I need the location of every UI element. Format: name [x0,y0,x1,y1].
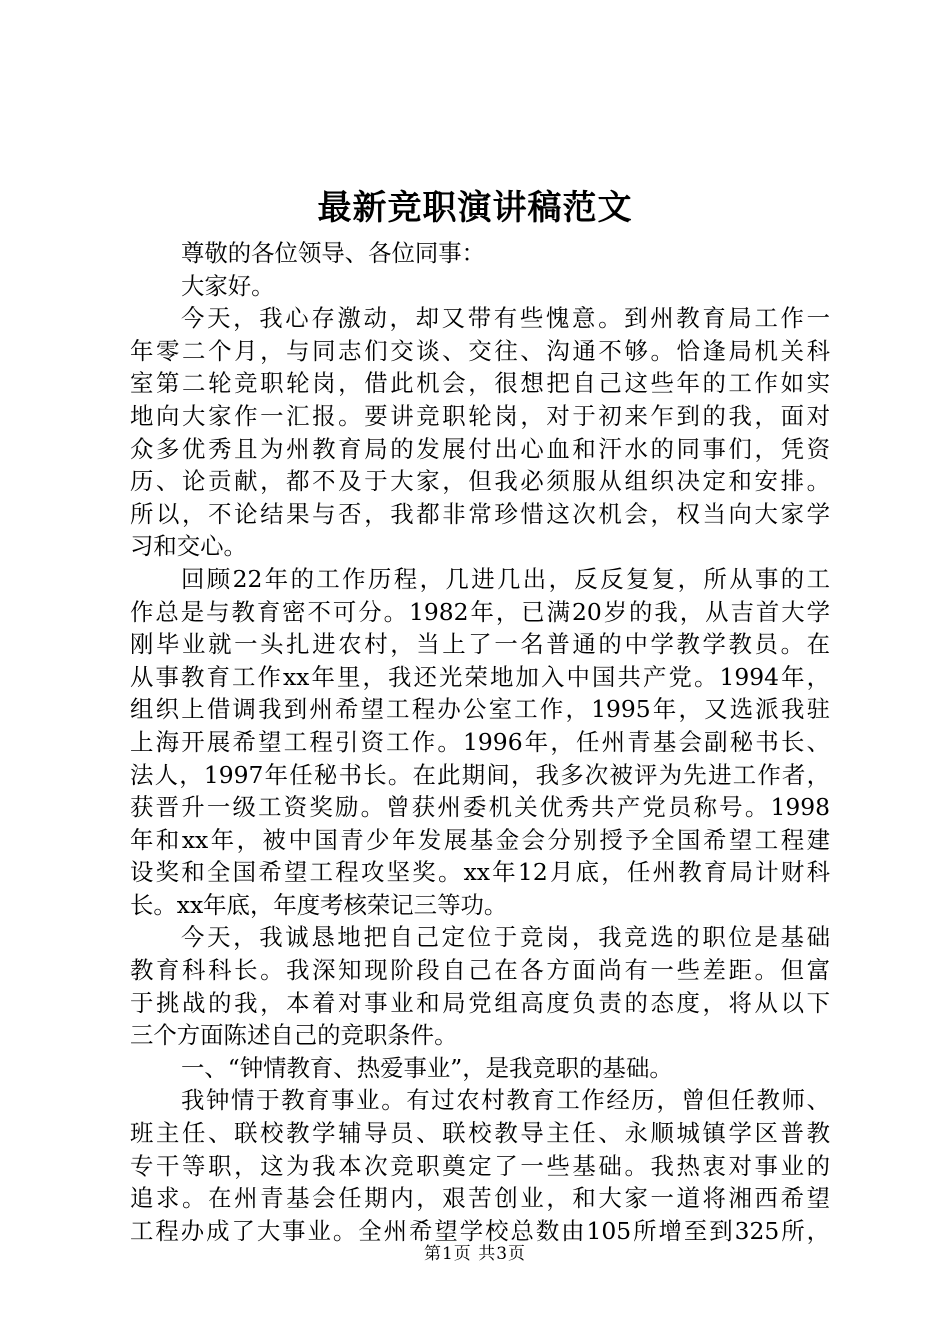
text-line: 今天，我诚恳地把自己定位于竞岗，我竞选的职位是基础 [181,923,830,952]
text-line: 尊敬的各位领导、各位同事： [181,239,486,267]
text-line: 上海开展希望工程引资工作。1996年，任州青基会副秘书长、 [130,727,830,756]
text-line: 大家好。 [181,271,275,300]
text-line: 从事教育工作xx年里，我还光荣地加入中国共产党。1994年， [130,662,830,691]
document-body [130,237,830,1247]
text-line: 刚毕业就一头扎进农村，当上了一名普通的中学教学教员。在 [130,630,830,659]
text-line: 年零二个月，与同志们交谈、交往、沟通不够。恰逢局机关科 [130,336,830,365]
text-line: 众多优秀且为州教育局的发展付出心血和汗水的同事们，凭资 [130,434,830,463]
document-title: 最新竞职演讲稿范文 [317,188,633,228]
text-line: 年和xx年，被中国青少年发展基金会分别授予全国希望工程建 [130,825,830,854]
text-line: 历、论贡献，都不及于大家，但我必须服从组织决定和安排。 [130,467,830,496]
text-line: 今天，我心存激动，却又带有些愧意。到州教育局工作一 [181,304,830,333]
text-line: 长。xx年底，年度考核荣记三等功。 [130,890,508,919]
text-line: 法人，1997年任秘书长。在此期间，我多次被评为先进工作者， [130,760,830,789]
text-line: 设奖和全国希望工程攻坚奖。xx年12月底，任州教育局计财科 [130,858,830,887]
text-line: 一、“钟情教育、热爱事业”，是我竞职的基础。 [181,1053,673,1082]
page-footer: 第1页 共3页 [423,1244,527,1264]
text-line: 作总是与教育密不可分。1982年，已满20岁的我，从吉首大学 [130,597,830,626]
text-line: 组织上借调我到州希望工程办公室工作，1995年，又选派我驻 [130,695,830,724]
text-line: 专干等职，这为我本次竞职奠定了一些基础。我热衷对事业的 [130,1151,830,1180]
text-line: 回顾22年的工作历程，几进几出，反反复复，所从事的工 [181,564,830,593]
text-line: 地向大家作一汇报。要讲竞职轮岗，对于初来乍到的我，面对 [130,401,830,430]
text-line: 三个方面陈述自己的竞职条件。 [130,1021,458,1050]
text-line: 获晋升一级工资奖励。曾获州委机关优秀共产党员称号。1998 [130,793,830,822]
text-line: 所以，不论结果与否，我都非常珍惜这次机会，权当向大家学 [130,499,830,528]
text-line: 追求。在州青基会任期内，艰苦创业，和大家一道将湘西希望 [130,1184,830,1213]
text-line: 班主任、联校教学辅导员、联校教导主任、永顺城镇学区普教 [130,1119,830,1148]
text-line: 习和交心。 [130,532,247,561]
text-line: 工程办成了大事业。全州希望学校总数由105所增至到325所， [130,1216,830,1245]
text-line: 教育科科长。我深知现阶段自己在各方面尚有一些差距。但富 [130,956,830,985]
text-line: 于挑战的我，本着对事业和局党组高度负责的态度，将从以下 [130,988,830,1017]
text-line: 室第二轮竞职轮岗，借此机会，很想把自己这些年的工作如实 [130,369,830,398]
text-line: 我钟情于教育事业。有过农村教育工作经历，曾但任教师、 [181,1086,830,1115]
